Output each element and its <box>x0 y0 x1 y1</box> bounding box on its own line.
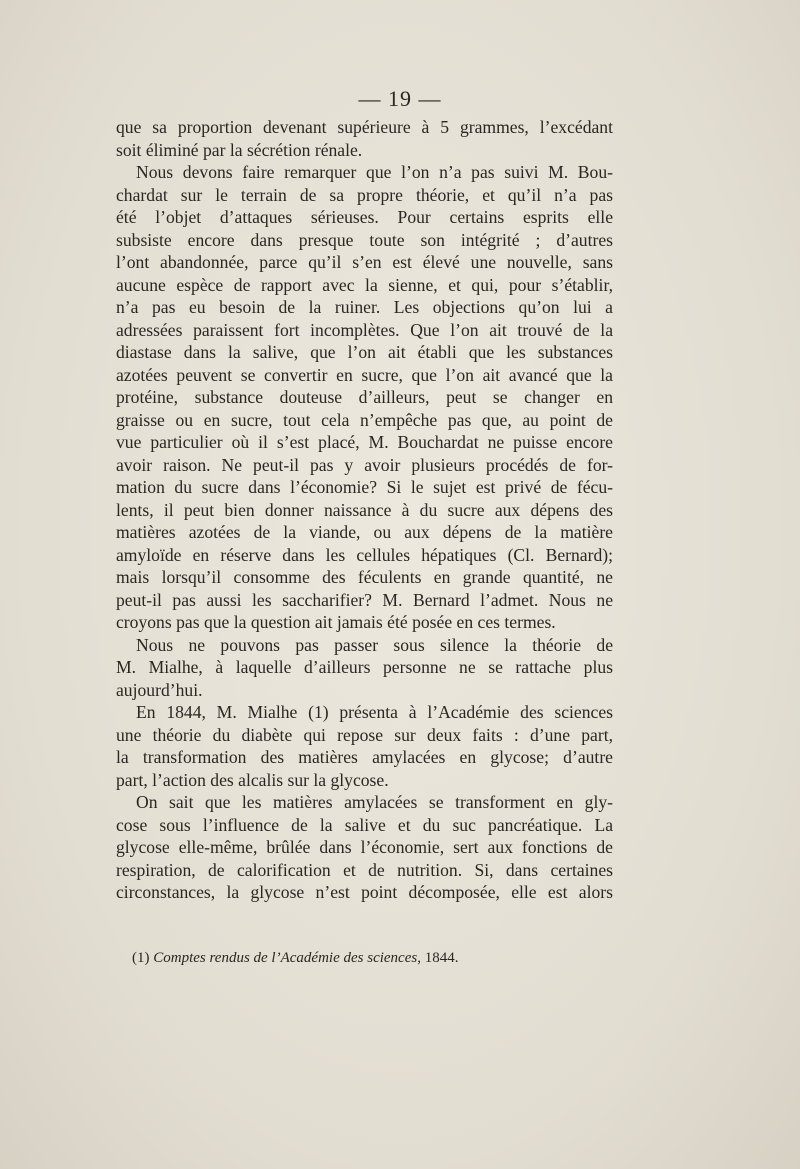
text-line: glycose elle-même, brûlée dans l’économie, sert aux fonctions de <box>116 837 613 857</box>
text-line: matières azotées de la viande, ou aux dépens de la matière <box>116 522 613 542</box>
text-line: protéine, substance douteuse d’ailleurs, peut se changer en <box>116 387 613 407</box>
page-number: — 19 — <box>358 86 442 111</box>
text-line: une théorie du diabète qui repose sur deux faits : d’une part, <box>116 724 613 745</box>
text-line: peut-il pas aussi les saccharifier? M. Bernard l’admet. Nous ne <box>116 589 613 610</box>
text-line: aucune espèce de rapport avec la sienne, et qui, pour s’établir, <box>116 274 613 295</box>
text-line: été l’objet d’attaques sérieuses. Pour certains esprits elle <box>116 207 613 227</box>
text-line: mation du sucre dans l’économie? Si le sujet est privé de fécu- <box>116 477 613 497</box>
footnote <box>132 948 612 968</box>
text-line: circonstances, la glycose n’est point décomposée, elle est alors <box>116 882 613 902</box>
text-line: respiration, de calorification et de nutrition. Si, dans certaines <box>116 859 613 880</box>
text-line: chardat sur le terrain de sa propre théorie, et qu’il n’a pas <box>116 184 613 205</box>
text-line: que sa proportion devenant supérieure à 5 grammes, l’excédant <box>116 117 613 137</box>
text-line: amyloïde en réserve dans les cellules hépatiques (Cl. Bernard); <box>116 544 613 565</box>
text-line: cose sous l’influence de la salive et du suc pancréatique. La <box>116 814 613 835</box>
text-line: l’ont abandonnée, parce qu’il s’en est élevé une nouvelle, sans <box>116 252 613 272</box>
text-line: Nous devons faire remarquer que l’on n’a pas suivi M. Bou- <box>136 162 613 182</box>
text-line: Nous ne pouvons pas passer sous silence la théorie de <box>136 634 613 655</box>
text-line: On sait que les matières amylacées se transforment en gly- <box>136 792 613 812</box>
text-line: vue particulier où il s’est placé, M. Bouchardat ne puisse encore <box>116 432 613 452</box>
text-line: En 1844, M. Mialhe (1) présenta à l’Académie des sciences <box>136 702 613 722</box>
text-line: azotées peuvent se convertir en sucre, que l’on ait avancé que la <box>116 364 613 385</box>
text-line: adressées paraissent fort incomplètes. Que l’on ait trouvé de la <box>116 319 613 340</box>
text-line: la transformation des matières amylacées en glycose; d’autre <box>116 747 613 767</box>
body-text <box>116 116 613 904</box>
footnote-year: , 1844. <box>417 950 459 966</box>
text-line: M. Mialhe, à laquelle d’ailleurs personne ne se rattache plus <box>116 657 613 677</box>
text-line: croyons pas que la question ait jamais été posée en ces termes. <box>116 612 556 632</box>
text-line: mais lorsqu’il consomme des féculents en grande quantité, ne <box>116 567 613 587</box>
text-line: avoir raison. Ne peut-il pas y avoir plusieurs procédés de for- <box>116 454 613 475</box>
text-line: soit éliminé par la sécrétion rénale. <box>116 139 363 160</box>
text-line: part, l’action des alcalis sur la glycose. <box>116 769 389 790</box>
text-line: graisse ou en sucre, tout cela n’empêche pas que, au point de <box>116 409 613 430</box>
text-line: n’a pas eu besoin de la ruiner. Les objections qu’on lui a <box>116 297 613 317</box>
footnote-title: Comptes rendus de l’Académie des sciences <box>153 950 418 966</box>
text-line: aujourd’hui. <box>116 679 203 700</box>
text-line: subsiste encore dans presque toute son intégrité ; d’autres <box>116 229 613 250</box>
text-line: lents, il peut bien donner naissance à du sucre aux dépens des <box>116 499 613 520</box>
text-line: diastase dans la salive, que l’on ait établi que les substances <box>116 342 613 362</box>
footnote-marker: (1) <box>132 950 150 966</box>
